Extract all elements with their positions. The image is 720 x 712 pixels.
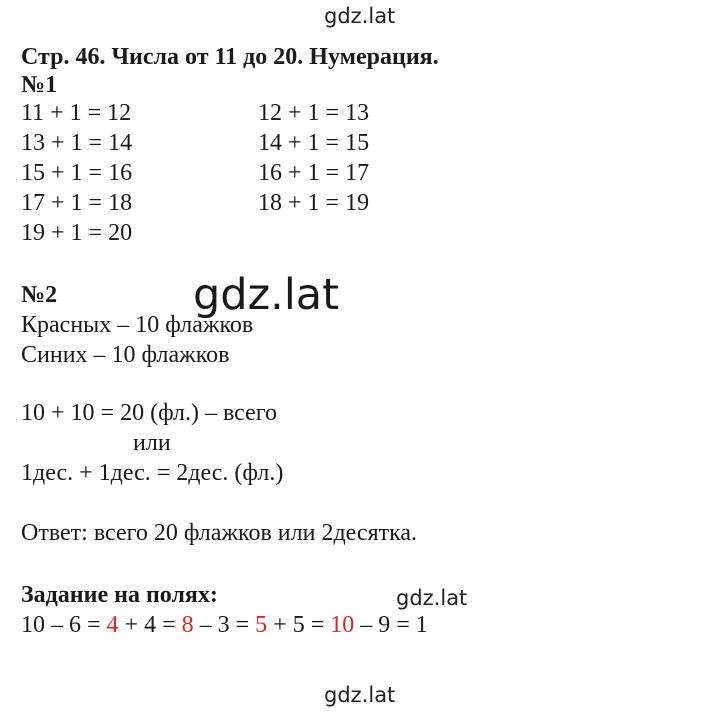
highlighted-number: 4 — [106, 612, 119, 638]
equation-left-5: 19 + 1 = 20 — [21, 220, 133, 246]
equation-part: + 4 = — [118, 612, 182, 638]
equation-right-3: 16 + 1 = 17 — [258, 160, 370, 186]
equation-part: – 9 = 1 — [354, 612, 428, 638]
page-title: Стр. 46. Числа от 11 до 20. Нумерация. — [21, 44, 439, 70]
task2-line-red-flags: Красных – 10 флажков — [21, 312, 254, 338]
task2-line-tens: 1дес. + 1дес. = 2дес. (фл.) — [21, 460, 284, 486]
highlighted-number: 10 — [330, 612, 355, 638]
task2-line-blue-flags: Синих – 10 флажков — [21, 342, 230, 368]
equation-left-2: 13 + 1 = 14 — [21, 130, 133, 156]
task2-line-total: 10 + 10 = 20 (фл.) – всего — [21, 400, 278, 426]
task2-label: №2 — [21, 282, 58, 308]
margin-task-equation — [21, 610, 428, 640]
equation-part: – 3 = — [193, 612, 256, 638]
task2-line-or: или — [133, 430, 171, 456]
highlighted-number: 8 — [181, 612, 194, 638]
equation-left-4: 17 + 1 = 18 — [21, 190, 133, 216]
equation-right-4: 18 + 1 = 19 — [258, 190, 370, 216]
watermark-top: gdz.lat — [324, 4, 396, 28]
watermark-bottom: gdz.lat — [324, 683, 396, 707]
equation-left-3: 15 + 1 = 16 — [21, 160, 133, 186]
watermark-center: gdz.lat — [193, 270, 339, 320]
highlighted-number: 5 — [255, 612, 268, 638]
margin-task-label: Задание на полях: — [21, 582, 218, 608]
watermark-right: gdz.lat — [396, 586, 468, 610]
task1-label: №1 — [21, 72, 58, 98]
equation-left-1: 11 + 1 = 12 — [21, 100, 132, 126]
equation-part: 10 – 6 = — [21, 612, 107, 638]
equation-part: + 5 = — [267, 612, 331, 638]
equation-right-2: 14 + 1 = 15 — [258, 130, 370, 156]
task2-answer: Ответ: всего 20 флажков или 2десятка. — [21, 520, 418, 546]
equation-right-1: 12 + 1 = 13 — [258, 100, 370, 126]
